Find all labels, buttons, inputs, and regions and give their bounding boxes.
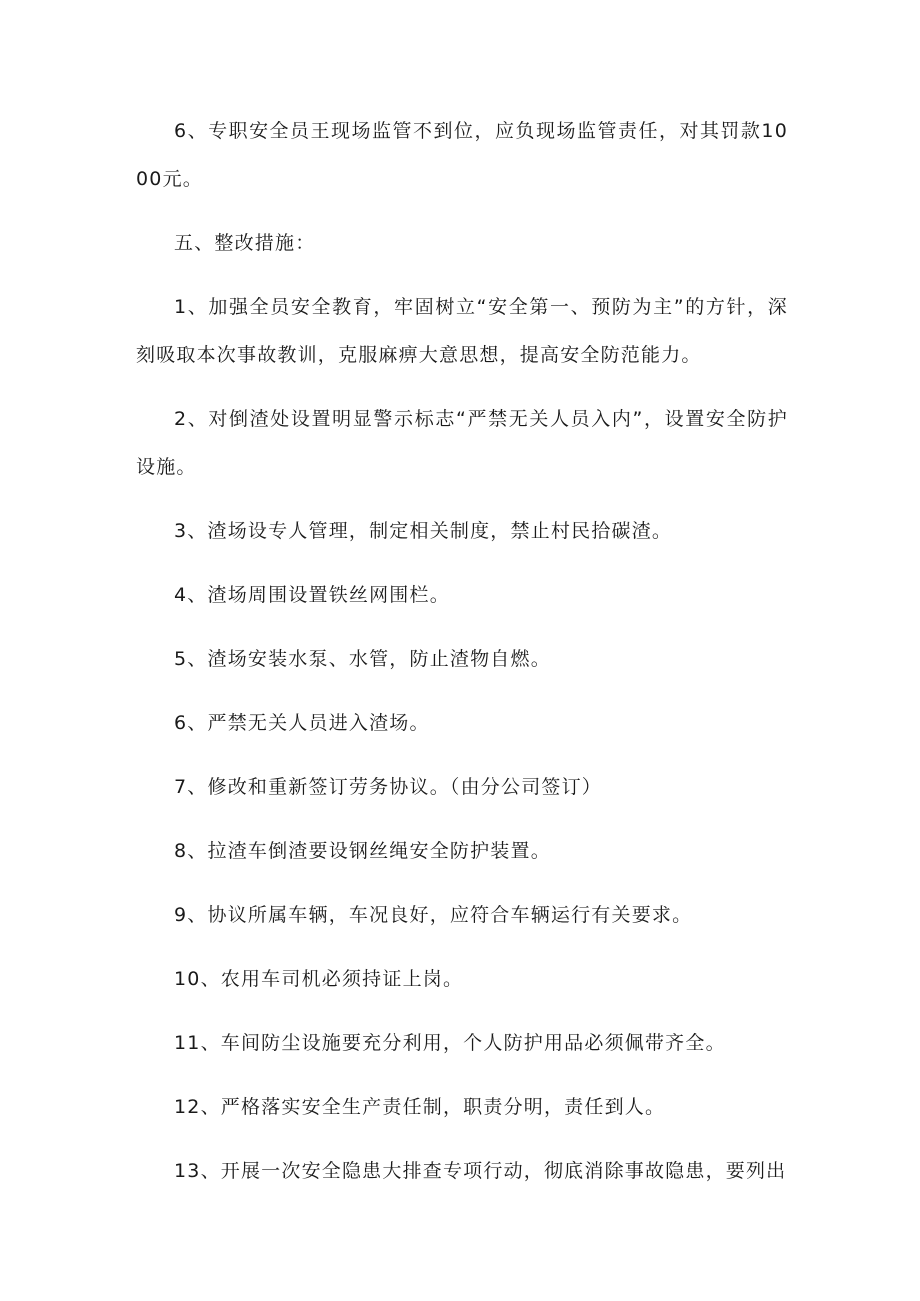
paragraph-measure-8: 8、拉渣车倒渣要设钢丝绳安全防护装置。 bbox=[174, 840, 551, 862]
paragraph-measure-10: 10、农用车司机必须持证上岗。 bbox=[174, 968, 464, 990]
paragraph-measure-4: 4、渣场周围设置铁丝网围栏。 bbox=[174, 584, 450, 606]
paragraph-penalty-safety-officer: 6、专职安全员王现场监管不到位，应负现场监管责任，对其罚款1000元。 bbox=[136, 120, 788, 190]
paragraph-measure-3: 3、渣场设专人管理，制定相关制度，禁止村民拾碳渣。 bbox=[174, 520, 673, 542]
section-heading-rectification: 五、整改措施： bbox=[174, 232, 316, 254]
paragraph-measure-7: 7、修改和重新签订劳务协议。（由分公司签订） bbox=[174, 776, 602, 798]
paragraph-measure-9: 9、协议所属车辆，车况良好，应符合车辆运行有关要求。 bbox=[174, 904, 693, 926]
paragraph-measure-6: 6、严禁无关人员进入渣场。 bbox=[174, 712, 430, 734]
paragraph-measure-5: 5、渣场安装水泵、水管，防止渣物自燃。 bbox=[174, 648, 551, 670]
paragraph-measure-12: 12、严格落实安全生产责任制，职责分明，责任到人。 bbox=[174, 1096, 666, 1118]
paragraph-measure-2: 2、对倒渣处设置明显警示标志“严禁无关人员入内”，设置安全防护设施。 bbox=[136, 408, 788, 478]
paragraph-measure-11: 11、车间防尘设施要充分利用，个人防护用品必须佩带齐全。 bbox=[174, 1032, 726, 1054]
paragraph-measure-1: 1、加强全员安全教育，牢固树立“安全第一、预防为主”的方针，深刻吸取本次事故教训，克服麻痹大意思想，提高安全防范能力。 bbox=[136, 296, 788, 366]
paragraph-measure-13: 13、开展一次安全隐患大排查专项行动，彻底消除事故隐患，要列出 bbox=[174, 1160, 787, 1182]
